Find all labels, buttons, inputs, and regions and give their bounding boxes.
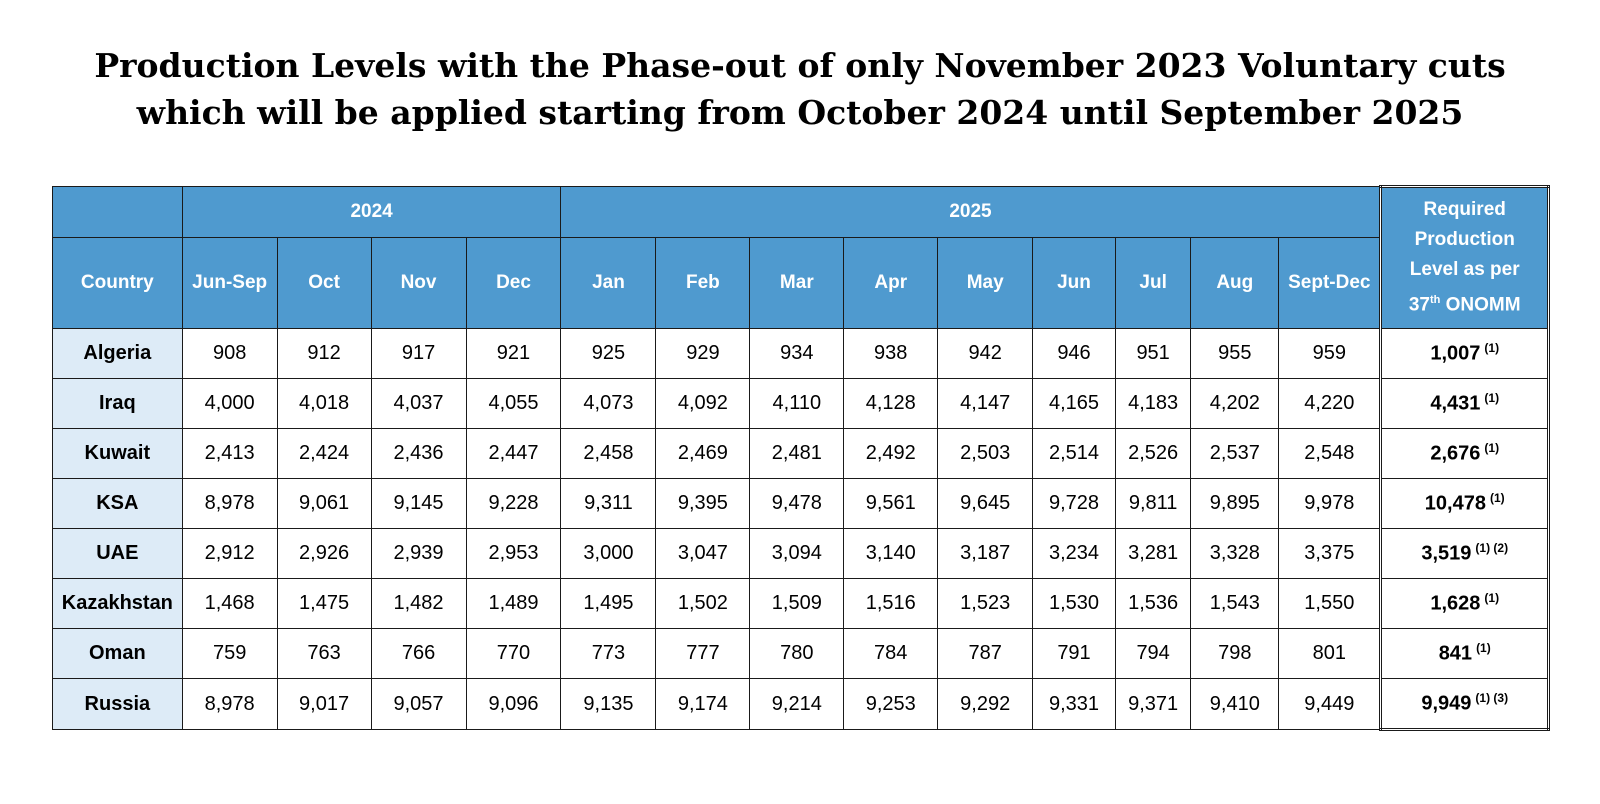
title-line-2: which will be applied starting from October 2024 until September 2025 xyxy=(136,93,1464,132)
value-cell: 1,482 xyxy=(371,579,466,629)
value-cell: 9,311 xyxy=(561,479,656,529)
year-header-row xyxy=(53,187,1549,238)
value-cell: 912 xyxy=(277,329,371,379)
value-cell: 9,228 xyxy=(466,479,561,529)
value-cell: 951 xyxy=(1115,329,1191,379)
required-level-value: 1,007 xyxy=(1430,342,1481,365)
value-cell: 9,371 xyxy=(1115,679,1191,730)
value-cell: 9,145 xyxy=(371,479,466,529)
value-cell: 9,978 xyxy=(1279,479,1381,529)
value-cell: 1,550 xyxy=(1279,579,1381,629)
value-cell: 2,548 xyxy=(1279,429,1381,479)
value-cell: 1,509 xyxy=(750,579,844,629)
value-cell: 3,328 xyxy=(1191,529,1279,579)
column-header: Sept-Dec xyxy=(1279,238,1381,329)
value-cell: 942 xyxy=(938,329,1033,379)
footnote-marker: (1) xyxy=(1484,591,1500,606)
column-header: Dec xyxy=(466,238,561,329)
table-row xyxy=(53,429,1549,479)
value-cell: 1,502 xyxy=(656,579,750,629)
value-cell: 798 xyxy=(1191,629,1279,679)
column-header: Oct xyxy=(277,238,371,329)
value-cell: 4,165 xyxy=(1033,379,1116,429)
value-cell: 2,503 xyxy=(938,429,1033,479)
column-header: Aug xyxy=(1191,238,1279,329)
footnote-marker: (1) xyxy=(1476,641,1491,656)
value-cell: 9,895 xyxy=(1191,479,1279,529)
value-cell: 791 xyxy=(1033,629,1116,679)
value-cell: 2,469 xyxy=(656,429,750,479)
value-cell: 3,140 xyxy=(844,529,938,579)
value-cell: 784 xyxy=(844,629,938,679)
page-title xyxy=(0,42,1600,136)
blank-corner-cell xyxy=(53,187,183,238)
value-cell: 955 xyxy=(1191,329,1279,379)
value-cell: 8,978 xyxy=(182,479,277,529)
column-header-row xyxy=(53,238,1549,329)
required-level-value: 4,431 xyxy=(1430,392,1481,415)
value-cell: 759 xyxy=(182,629,277,679)
year-2025-header: 2025 xyxy=(561,187,1381,238)
value-cell: 4,092 xyxy=(656,379,750,429)
column-header: May xyxy=(938,238,1033,329)
footnote-marker: (1) xyxy=(1489,491,1505,506)
value-cell: 946 xyxy=(1033,329,1116,379)
value-cell: 3,094 xyxy=(750,529,844,579)
value-cell: 2,926 xyxy=(277,529,371,579)
value-cell: 2,424 xyxy=(277,429,371,479)
value-cell: 9,214 xyxy=(750,679,844,730)
required-header-ordinal-suffix: th xyxy=(1429,294,1441,307)
value-cell: 9,449 xyxy=(1279,679,1381,730)
value-cell: 934 xyxy=(750,329,844,379)
table-row xyxy=(53,579,1549,629)
value-cell: 9,017 xyxy=(277,679,371,730)
value-cell: 2,526 xyxy=(1115,429,1191,479)
table-row xyxy=(53,529,1549,579)
value-cell: 959 xyxy=(1279,329,1381,379)
value-cell: 2,492 xyxy=(844,429,938,479)
value-cell: 780 xyxy=(750,629,844,679)
required-level-value: 10,478 xyxy=(1424,492,1486,515)
value-cell: 2,458 xyxy=(561,429,656,479)
value-cell: 4,018 xyxy=(277,379,371,429)
value-cell: 2,436 xyxy=(371,429,466,479)
value-cell: 1,523 xyxy=(938,579,1033,629)
value-cell: 4,037 xyxy=(371,379,466,429)
value-cell: 4,000 xyxy=(182,379,277,429)
value-cell: 1,516 xyxy=(844,579,938,629)
required-level-cell xyxy=(1381,379,1549,429)
country-cell: KSA xyxy=(53,479,183,529)
value-cell: 9,253 xyxy=(844,679,938,730)
required-level-value: 1,628 xyxy=(1430,592,1481,615)
country-cell: Russia xyxy=(53,679,183,730)
value-cell: 2,481 xyxy=(750,429,844,479)
required-level-cell xyxy=(1381,679,1549,730)
value-cell: 801 xyxy=(1279,629,1381,679)
value-cell: 1,475 xyxy=(277,579,371,629)
value-cell: 917 xyxy=(371,329,466,379)
required-level-cell xyxy=(1381,479,1549,529)
column-header: Feb xyxy=(656,238,750,329)
value-cell: 2,939 xyxy=(371,529,466,579)
required-level-value: 841 xyxy=(1438,642,1473,665)
required-level-cell xyxy=(1381,429,1549,479)
required-level-cell xyxy=(1381,329,1549,379)
required-level-cell xyxy=(1381,529,1549,579)
required-level-value: 2,676 xyxy=(1430,442,1481,465)
value-cell: 3,047 xyxy=(656,529,750,579)
table-row xyxy=(53,479,1549,529)
value-cell: 9,561 xyxy=(844,479,938,529)
value-cell: 9,478 xyxy=(750,479,844,529)
value-cell: 9,135 xyxy=(561,679,656,730)
country-cell: Kuwait xyxy=(53,429,183,479)
value-cell: 1,468 xyxy=(182,579,277,629)
footnote-marker: (1) (2) xyxy=(1475,541,1509,556)
footnote-marker: (1) xyxy=(1484,441,1500,456)
country-cell: Kazakhstan xyxy=(53,579,183,629)
required-level-value: 9,949 xyxy=(1421,692,1472,715)
value-cell: 9,292 xyxy=(938,679,1033,730)
value-cell: 9,331 xyxy=(1033,679,1116,730)
value-cell: 8,978 xyxy=(182,679,277,730)
value-cell: 9,811 xyxy=(1115,479,1191,529)
country-cell: Algeria xyxy=(53,329,183,379)
column-header: Mar xyxy=(750,238,844,329)
value-cell: 4,110 xyxy=(750,379,844,429)
required-production-header xyxy=(1381,187,1549,329)
value-cell: 929 xyxy=(656,329,750,379)
table-row xyxy=(53,679,1549,730)
value-cell: 9,096 xyxy=(466,679,561,730)
value-cell: 1,530 xyxy=(1033,579,1116,629)
value-cell: 938 xyxy=(844,329,938,379)
value-cell: 4,220 xyxy=(1279,379,1381,429)
table-body xyxy=(53,329,1549,730)
required-header-line-3: Level as per xyxy=(1409,259,1520,281)
table-row xyxy=(53,379,1549,429)
value-cell: 1,543 xyxy=(1191,579,1279,629)
value-cell: 2,537 xyxy=(1191,429,1279,479)
value-cell: 9,061 xyxy=(277,479,371,529)
value-cell: 3,281 xyxy=(1115,529,1191,579)
table-row xyxy=(53,629,1549,679)
value-cell: 9,410 xyxy=(1191,679,1279,730)
value-cell: 9,057 xyxy=(371,679,466,730)
column-header: Jul xyxy=(1115,238,1191,329)
column-header: Jan xyxy=(561,238,656,329)
value-cell: 9,645 xyxy=(938,479,1033,529)
value-cell: 1,536 xyxy=(1115,579,1191,629)
value-cell: 4,202 xyxy=(1191,379,1279,429)
value-cell: 2,514 xyxy=(1033,429,1116,479)
value-cell: 3,187 xyxy=(938,529,1033,579)
country-cell: Oman xyxy=(53,629,183,679)
required-header-line-4: ONOMM xyxy=(1445,294,1521,316)
value-cell: 4,128 xyxy=(844,379,938,429)
value-cell: 763 xyxy=(277,629,371,679)
required-header-line-2: Production xyxy=(1414,229,1515,251)
value-cell: 3,234 xyxy=(1033,529,1116,579)
country-cell: Iraq xyxy=(53,379,183,429)
value-cell: 9,174 xyxy=(656,679,750,730)
required-header-line-1: Required xyxy=(1423,199,1506,221)
column-header: Jun xyxy=(1033,238,1116,329)
production-table xyxy=(52,185,1550,731)
value-cell: 773 xyxy=(561,629,656,679)
value-cell: 921 xyxy=(466,329,561,379)
year-2024-header: 2024 xyxy=(182,187,561,238)
value-cell: 777 xyxy=(656,629,750,679)
value-cell: 2,413 xyxy=(182,429,277,479)
required-level-cell xyxy=(1381,629,1549,679)
column-header: Apr xyxy=(844,238,938,329)
value-cell: 925 xyxy=(561,329,656,379)
title-line-1: Production Levels with the Phase-out of only November 2023 Voluntary cuts xyxy=(94,46,1506,85)
required-level-value: 3,519 xyxy=(1421,542,1472,565)
value-cell: 770 xyxy=(466,629,561,679)
value-cell: 4,073 xyxy=(561,379,656,429)
country-header: Country xyxy=(53,238,183,329)
value-cell: 3,000 xyxy=(561,529,656,579)
footnote-marker: (1) xyxy=(1484,341,1500,356)
footnote-marker: (1) (3) xyxy=(1475,691,1509,706)
required-level-cell xyxy=(1381,579,1549,629)
value-cell: 4,183 xyxy=(1115,379,1191,429)
value-cell: 2,447 xyxy=(466,429,561,479)
column-header: Jun-Sep xyxy=(182,238,277,329)
value-cell: 3,375 xyxy=(1279,529,1381,579)
value-cell: 766 xyxy=(371,629,466,679)
value-cell: 4,055 xyxy=(466,379,561,429)
value-cell: 1,489 xyxy=(466,579,561,629)
value-cell: 1,495 xyxy=(561,579,656,629)
country-cell: UAE xyxy=(53,529,183,579)
value-cell: 9,395 xyxy=(656,479,750,529)
value-cell: 787 xyxy=(938,629,1033,679)
column-header: Nov xyxy=(371,238,466,329)
value-cell: 9,728 xyxy=(1033,479,1116,529)
value-cell: 2,912 xyxy=(182,529,277,579)
value-cell: 794 xyxy=(1115,629,1191,679)
value-cell: 2,953 xyxy=(466,529,561,579)
value-cell: 4,147 xyxy=(938,379,1033,429)
table-row xyxy=(53,329,1549,379)
footnote-marker: (1) xyxy=(1484,391,1500,406)
value-cell: 908 xyxy=(182,329,277,379)
required-header-ordinal: 37 xyxy=(1408,294,1430,316)
